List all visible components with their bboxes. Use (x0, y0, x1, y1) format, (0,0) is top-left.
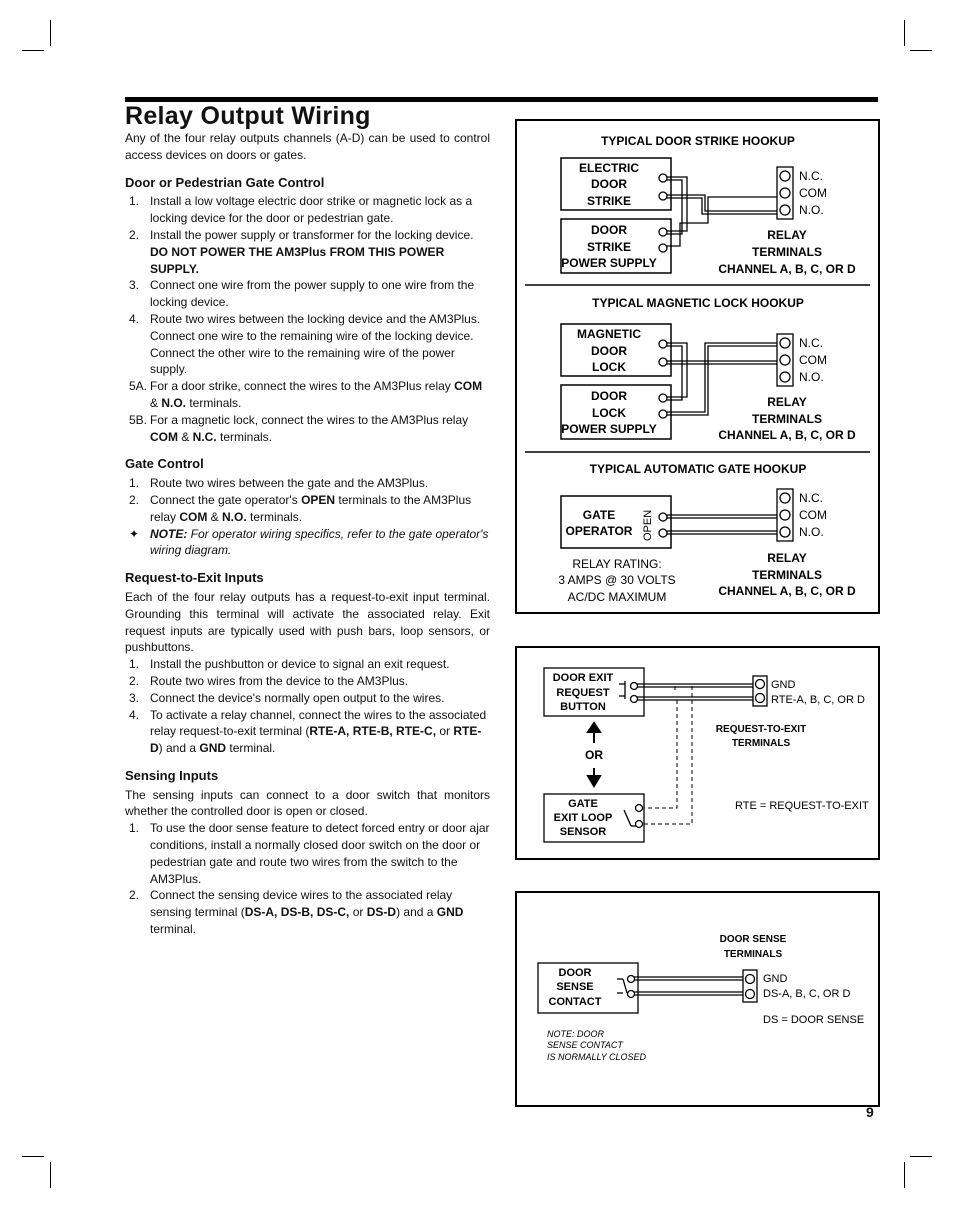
door-sense-diagram (515, 891, 880, 1107)
list-item: 4. To activate a relay channel, connect the wires to the associated relay request-to-exit terminal (RTE-A, RTE-B, RTE-C, or RTE-D) and a GND terminal. (129, 707, 487, 756)
list-item: 5A. For a door strike, connect the wires to the AM3Plus relay COM & N.O. terminals. (129, 379, 483, 410)
page-title: Relay Output Wiring (125, 102, 371, 130)
crop-mark (50, 20, 51, 46)
open-label: OPEN (642, 509, 654, 541)
list-item: 2. Connect the sensing device wires to the associated relay sensing terminal (DS-A, DS-B, DS-C, or DS-D) and a GND terminal. (129, 888, 464, 937)
relay-label: RELAY (767, 395, 807, 409)
box-label: DOOR (591, 223, 627, 237)
sense-section-heading: Sensing Inputs (125, 767, 219, 783)
request-to-exit-diagram (515, 646, 880, 860)
or-label: OR (585, 748, 603, 762)
relay-label: TERMINALS (752, 568, 822, 582)
list-item: 1. To use the door sense feature to detect forced entry or door ajar conditions, install a normally closed door switch on the door or pedestrian gate and route two wires from the switch to the AM3Plus. (129, 821, 490, 886)
list-item: 5B. For a magnetic lock, connect the wires to the AM3Plus relay COM & N.C. terminals. (129, 412, 469, 444)
rte-paragraph: Each of the four relay outputs has a request-to-exit input terminal. Grounding this terminal will activate the associated relay. Exit request inputs are typically used with push bars, loop sensors, or pushbuttons. (125, 589, 490, 655)
ds-title: TERMINALS (723, 949, 783, 960)
relay-label: RELAY (767, 228, 807, 242)
box-label: OPERATOR (565, 524, 633, 538)
terminal-no: N.O. (799, 525, 824, 539)
rte-svg (517, 648, 878, 858)
ds-normally-closed-note: NOTE: DOOR (547, 1029, 605, 1039)
relay-label: CHANNEL A, B, C, OR D (718, 428, 856, 442)
rte-terms-label: REQUEST-TO-EXIT (715, 724, 807, 735)
box-label: STRIKE (586, 194, 632, 208)
door-sense-svg (517, 893, 878, 1105)
rte-section-heading: Request-to-Exit Inputs (125, 570, 264, 586)
terminal-com: COM (799, 508, 827, 522)
box-label: POWER SUPPLY (561, 422, 657, 436)
box-label: GATE (568, 798, 598, 810)
intro-paragraph: Any of the four relay outputs channels (A-D) can be used to control access devices on doors or gates. (125, 131, 490, 162)
box-label: DOOR (591, 344, 627, 358)
rating-label: 3 AMPS @ 30 VOLTS (558, 573, 676, 587)
mag-wires (667, 343, 783, 415)
list-item: 3. Connect one wire from the power supply to one wire from the locking device. (129, 278, 475, 310)
box-label: DOOR EXIT (552, 672, 614, 684)
list-item: 1. Install the pushbutton or device to signal an exit request. (129, 657, 450, 672)
crop-mark (910, 50, 932, 51)
gate-operator-box (561, 496, 671, 548)
strike-title: TYPICAL DOOR STRIKE HOOKUP (601, 134, 795, 148)
crop-mark (910, 1156, 932, 1157)
gate-title: TYPICAL AUTOMATIC GATE HOOKUP (589, 462, 807, 476)
ds-terminal-label: DS-A, B, C, OR D (763, 988, 851, 1000)
list-item: 2. Install the power supply or transformer for the locking device. DO NOT POWER THE AM3Plus FROM THIS POWER SUPPLY. (129, 227, 474, 276)
ds-note: DS = DOOR SENSE (763, 1014, 865, 1026)
terminal-com: COM (799, 353, 827, 367)
list-item: 1. Route two wires between the gate and the AM3Plus. (129, 476, 429, 491)
relay-hookup-svg (517, 121, 878, 612)
gate-section-heading: Gate Control (125, 456, 204, 472)
rating-label: AC/DC MAXIMUM (567, 590, 667, 604)
crop-mark (50, 1162, 51, 1188)
box-label: SENSE (556, 981, 594, 993)
ds-normally-closed-note: IS NORMALLY CLOSED (547, 1052, 647, 1062)
list-item: 3. Connect the device's normally open output to the wires. (129, 690, 445, 705)
operator-note: ✦ NOTE: For operator wiring specifics, refer to the gate operator's wiring diagram. (129, 526, 489, 558)
box-label: POWER SUPPLY (561, 256, 657, 270)
box-label: ELECTRIC (579, 161, 639, 175)
ds-normally-closed-note: SENSE CONTACT (547, 1040, 623, 1050)
gnd-label: GND (771, 679, 796, 691)
list-item: 1. Install a low voltage electric door strike or magnetic lock as a locking device for the door or pedestrian gate. (129, 194, 473, 226)
list-item: 2. Connect the gate operator's OPEN terminals to the AM3Plus relay COM & N.O. terminals. (129, 492, 472, 524)
relay-label: TERMINALS (752, 412, 822, 426)
list-item: 2. Route two wires from the device to the AM3Plus. (129, 673, 409, 688)
box-label: DOOR (591, 389, 627, 403)
relay-label: CHANNEL A, B, C, OR D (718, 584, 856, 598)
box-label: REQUEST (556, 687, 610, 699)
page-number: 9 (866, 1104, 874, 1120)
sense-steps (125, 820, 490, 938)
terminal-com: COM (799, 186, 827, 200)
sense-paragraph: The sensing inputs can connect to a door switch that monitors whether the controlled door is open or closed. (125, 787, 490, 819)
box-label: CONTACT (548, 996, 602, 1008)
text-column (125, 130, 490, 938)
terminal-nc: N.C. (799, 336, 823, 350)
box-label: BUTTON (560, 701, 606, 713)
rte-steps (125, 656, 490, 757)
crop-mark (904, 1162, 905, 1188)
box-label: GATE (582, 508, 616, 522)
ds-wires (633, 977, 750, 995)
box-label: LOCK (592, 406, 626, 420)
loop-dashed-wires (644, 686, 692, 824)
door-section-heading: Door or Pedestrian Gate Control (125, 174, 325, 190)
terminal-no: N.O. (799, 370, 824, 384)
rating-label: RELAY RATING: (572, 557, 662, 571)
box-label: MAGNETIC (577, 327, 641, 341)
star-icon: ✦ (129, 526, 140, 541)
crop-mark (22, 50, 44, 51)
terminal-nc: N.C. (799, 169, 823, 183)
mag-title: TYPICAL MAGNETIC LOCK HOOKUP (592, 296, 804, 310)
ds-title: DOOR SENSE (719, 934, 787, 945)
box-label: STRIKE (586, 240, 632, 254)
gate-wires (667, 515, 783, 534)
box-label: EXIT LOOP (553, 812, 613, 824)
rte-terminal-label: RTE-A, B, C, OR D (771, 694, 865, 706)
crop-mark (22, 1156, 44, 1157)
relay-hookup-diagram (515, 119, 880, 614)
terminal-no: N.O. (799, 203, 824, 217)
door-steps (125, 193, 490, 445)
rte-wires (637, 684, 761, 700)
box-label: LOCK (592, 360, 626, 374)
relay-label: RELAY (767, 551, 807, 565)
list-item: 4. Route two wires between the locking device and the AM3Plus. Connect one wire to the remaining wire of the locking device. Connect the other wire to the remaining wire of the power supply. (129, 311, 481, 377)
rte-terms-label: TERMINALS (731, 738, 791, 749)
relay-label: CHANNEL A, B, C, OR D (718, 262, 856, 276)
gate-steps (125, 475, 490, 525)
box-label: DOOR (558, 967, 592, 979)
strike-wires (667, 177, 783, 246)
box-label: SENSOR (559, 826, 607, 838)
gnd-label: GND (763, 973, 788, 985)
terminal-nc: N.C. (799, 491, 823, 505)
relay-label: TERMINALS (752, 245, 822, 259)
box-label: DOOR (591, 177, 627, 191)
rte-note: RTE = REQUEST-TO-EXIT (735, 800, 869, 812)
crop-mark (904, 20, 905, 46)
